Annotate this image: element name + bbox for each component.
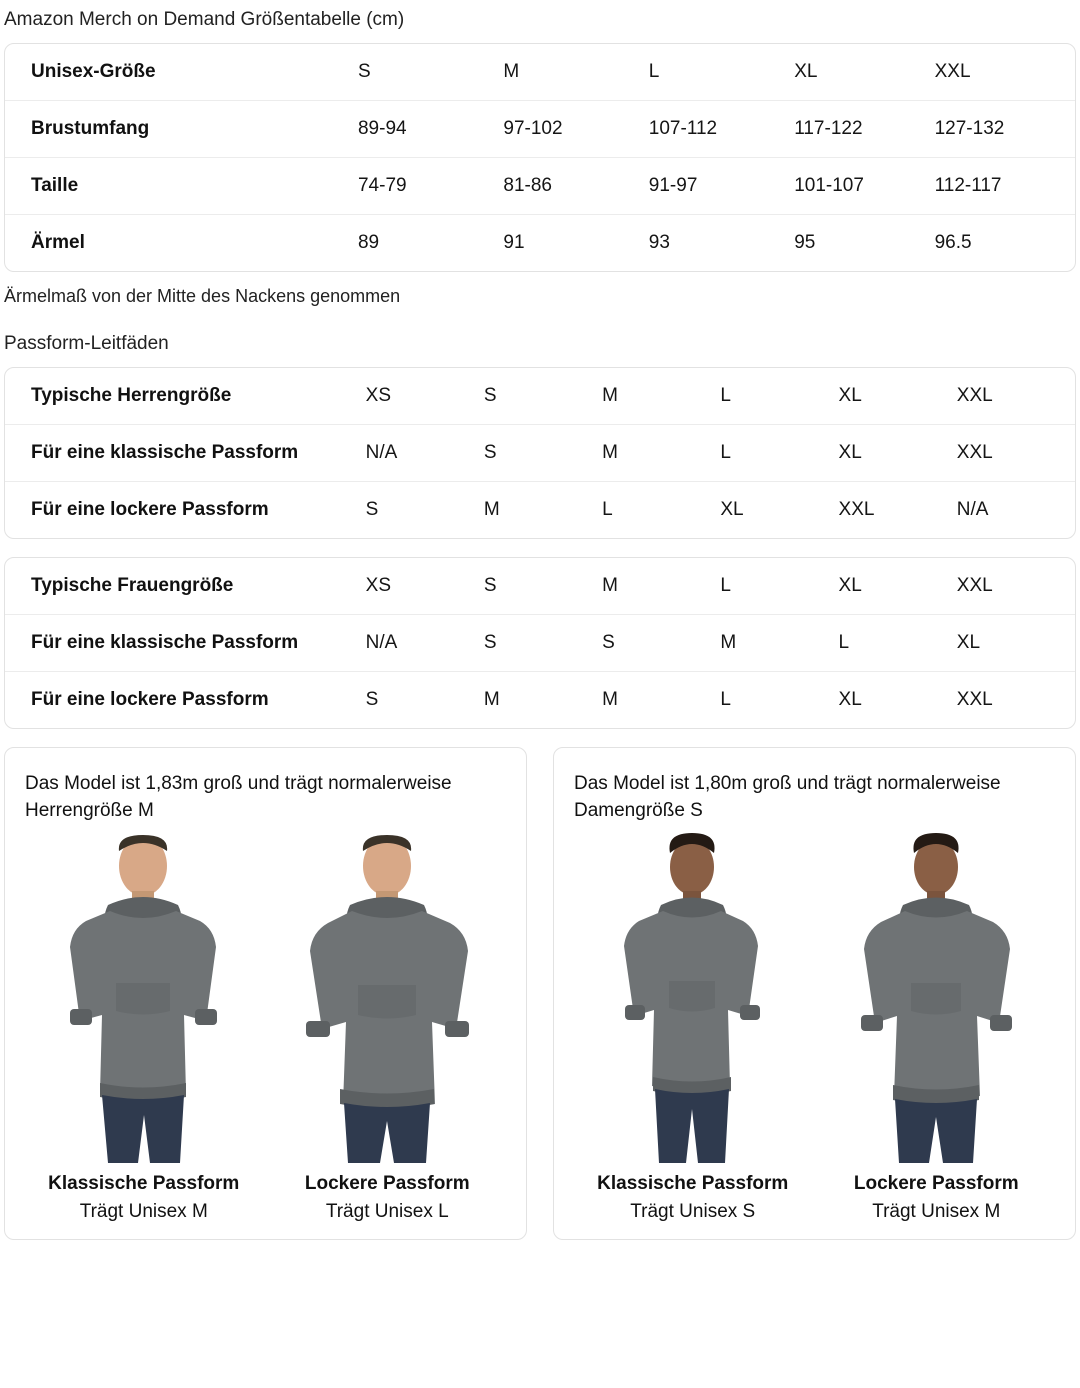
cell: XXL [838,498,875,520]
cell: XXL [956,688,993,710]
hoodie-model-illustration [829,833,1044,1163]
table-row [5,558,1075,615]
cell: L [839,614,957,671]
cell: S [365,688,379,710]
table-row [5,481,1075,538]
fit-guides-title: Passform-Leitfäden [4,332,169,354]
figure-row [25,833,506,1223]
men-fit-card [4,367,1076,539]
cell: S [602,614,720,671]
hoodie-model-illustration [36,833,251,1163]
hoodie-model-illustration [280,833,495,1163]
cell: L [720,688,731,710]
cell: N/A [956,498,989,520]
row-label: Für eine klassische Passform [5,424,366,481]
row-label: Typische Frauengröße [5,558,366,615]
row-label: Für eine lockere Passform [31,498,269,520]
cell: M [602,368,720,425]
cell: XL [794,44,934,101]
figure-title: Lockere Passform [853,1172,1019,1194]
cell: XS [366,368,484,425]
table-row [5,368,1075,425]
cell: 127-132 [935,100,1075,157]
cell: 112-117 [935,157,1075,214]
cell: 101-107 [794,157,934,214]
cell: 81-86 [503,157,648,214]
cell: M [602,424,720,481]
cell: S [365,498,379,520]
table-row [5,614,1075,671]
cell: XL [720,498,744,520]
cell: S [358,44,503,101]
table-row [5,214,1075,271]
figure-title: Lockere Passform [304,1172,470,1194]
cell: L [720,368,838,425]
model-caption: Das Model ist 1,80m groß und trägt normalerweise Damengröße S [574,772,1001,822]
cell: 74-79 [358,157,503,214]
row-label: Für eine lockere Passform [31,688,269,710]
cell: 93 [648,231,670,253]
cell: XL [839,424,957,481]
women-fit-card [4,557,1076,729]
cell: XXL [957,558,1075,615]
cell: L [720,558,838,615]
cell: N/A [366,614,484,671]
cell: S [484,424,602,481]
men-fit-table [5,368,1075,538]
table-row [5,424,1075,481]
cell: L [602,498,613,520]
cell: M [602,558,720,615]
table-row [5,100,1075,157]
figure-subtitle: Trägt Unisex M [872,1200,1001,1222]
figure-classic-fit-men [25,833,263,1223]
cell: L [720,424,838,481]
cell: 89 [357,231,380,253]
cell: N/A [366,424,484,481]
cell: XXL [957,424,1075,481]
cell: 117-122 [794,100,934,157]
cell: S [484,614,602,671]
cell: XS [366,558,484,615]
model-cards [4,747,1076,1240]
cell: M [503,44,648,101]
row-label: Unisex-Größe [5,44,358,101]
row-label: Brustumfang [5,100,358,157]
cell: 91-97 [649,157,794,214]
cell: 97-102 [503,100,648,157]
row-label: Für eine klassische Passform [5,614,366,671]
cell: L [649,44,794,101]
figure-subtitle: Trägt Unisex L [325,1200,449,1222]
size-chart-card [4,43,1076,272]
women-fit-table [5,558,1075,728]
row-label: Typische Herrengröße [5,368,366,425]
cell: S [484,368,602,425]
cell: XL [957,614,1075,671]
cell: 89-94 [358,100,503,157]
model-card-women [553,747,1076,1240]
figure-title: Klassische Passform [48,1172,240,1194]
size-chart-table [5,44,1075,271]
cell: XL [839,368,957,425]
table-row [5,44,1075,101]
row-label: Taille [5,157,358,214]
figure-subtitle: Trägt Unisex M [79,1200,208,1222]
model-card-men [4,747,527,1240]
hoodie-model-illustration [585,833,800,1163]
cell: XL [838,688,862,710]
table-row [5,157,1075,214]
cell: 95 [794,231,816,253]
cell: S [484,558,602,615]
sleeve-note: Ärmelmaß von der Mitte des Nackens genommen [4,285,401,306]
cell: M [483,498,500,520]
table-row [5,671,1075,728]
cell: 107-112 [649,100,794,157]
figure-subtitle: Trägt Unisex S [630,1200,756,1222]
figure-classic-fit-women [574,833,812,1223]
page-title: Amazon Merch on Demand Größentabelle (cm) [4,9,405,30]
figure-row [574,833,1055,1223]
figure-relaxed-fit-men [269,833,507,1223]
figure-relaxed-fit-women [818,833,1056,1223]
model-caption: Das Model ist 1,83m groß und trägt normalerweise Herrengröße M [25,772,452,822]
cell: M [720,614,838,671]
cell: XXL [935,44,1075,101]
cell: 91 [503,231,525,253]
cell: XL [839,558,957,615]
figure-title: Klassische Passform [597,1172,789,1194]
cell: 96.5 [934,231,972,253]
cell: M [602,688,618,710]
row-label: Ärmel [31,231,85,253]
cell: M [483,688,500,710]
cell: XXL [957,368,1075,425]
